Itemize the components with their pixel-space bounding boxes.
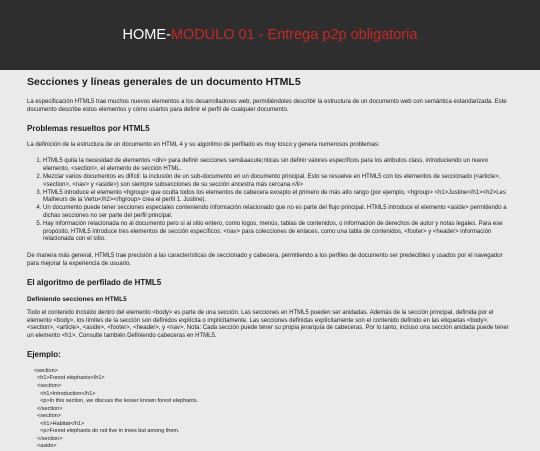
list-item: 2. Mezclar varios documentos es difícil: la inclusión de un sub-documento en un documento principal. Esto se resuelve en HTML5 con los elementos de seccionado (<article>, <section>, <nav> y <aside>) son siempre subsecciones de su sección ancestra más cercana.</li> <box>43 174 513 190</box>
example-heading: Ejemplo: <box>27 349 61 359</box>
page-header-title: MODULO 01 - Entrega p2p obligatoria <box>170 27 418 43</box>
list-item: 4. Un documento puede tener secciones especiales conteniendo información relacionado que no es parte del flujo principal. HTML5 introduce el elemento <aside> permitiendo a dichas secciones no ser parte del perfil principal. <box>43 205 513 221</box>
list-item: 5. Hay información relacionada no al documento pero si al sitio entero, como logos, menús, tablas de contenidos, o información de derechos de autor y notas legales. Para ese propósito, HTML5 introduce tres elementos de sección específicos: <nav> para colecciones de enlaces, como una tabla de contenidos, <footer> y <header> información relacionada con el sitio. <box>43 221 513 244</box>
document-heading: Secciones y líneas generales de un documento HTML5 <box>27 76 301 88</box>
sections-paragraph: Todo el contenido incluido dentro del elemento <body> es parte de una sección. Las secciones en HTML5 pueden ser anidadas. Además de la sección principal, definida por el elemento <body>, los límites de la sección son definidos explícita o implícitamente. Las secciones definidas explícitamente son el contenido definido en las etiquetas <body>, <section>, <article>, <aside>, <footer>, <header>, y <nav>. Nota: Cada sección puede tener su propia jerarquía de cabeceras. Por lo tanto, incluso una sección anidada puede tener un elemento <h1>. Consulte también Definiendo cabeceras en HTML5. <box>27 309 509 340</box>
home-link[interactable]: HOME <box>122 27 166 43</box>
intro-paragraph: La especificación HTML5 trae muchos nuevos elementos a los desarrolladores web, permitiéndoles describir la estructura de un documento web con semántica estandarizada. Este documento describe estos elementos y cómo usarlos para definir el perfil de cualquier documento. <box>27 99 507 113</box>
problems-list <box>27 158 513 244</box>
page-header <box>0 0 540 70</box>
code-example: <section> <h1>Forest elephants</h1> <section> <h1>Introduction</h1> <p>In this section, we discuss the lesser known forest elephants. </section> <section> <h1>Habitat</h1> <p>Forest elephants do not live in trees but among them. </section> <aside> <box>34 367 199 450</box>
list-item: 1. HTML5 quita la necesidad de elementos <div> para definir secciones sem&aacute;nticas sin definir valores específicos para los atributos class, introduciendo un nuevo elemento, <section>, el elemento de sección HTML. <box>43 158 513 174</box>
header-separator: - <box>166 27 171 43</box>
conclusion-paragraph: De manera más general, HTML5 trae precisión a las características de seccionado y cabecera, permitiendo a los perfiles de documento ser predecibles y usados por el navegador para mejorar la experiencia de usuario. <box>27 253 503 267</box>
section-heading-algorithm: El algoritmo de perfilado de HTML5 <box>27 277 162 287</box>
subheading-defining-sections: Definiendo secciones en HTML5 <box>27 295 127 303</box>
problems-intro-paragraph: La definición de la estructura de un documento en HTML 4 y su algoritmo de perfilado es muy tosco y genera numerosos problemas: <box>27 141 380 148</box>
main-content <box>0 70 540 451</box>
section-heading-problems: Problemas resueltos por HTML5 <box>27 123 150 133</box>
list-item: 3. HTML5 introduce el elemento <hgroup> que oculta todos los elementos de cabecera excepto el primero de más alto rango (por ejemplo, <hgroup> <h1>Justine</h1><h2>Les Malheurs de la Vertu</h2></hgroup> crea el perfil 1. Justine). <box>43 190 513 206</box>
